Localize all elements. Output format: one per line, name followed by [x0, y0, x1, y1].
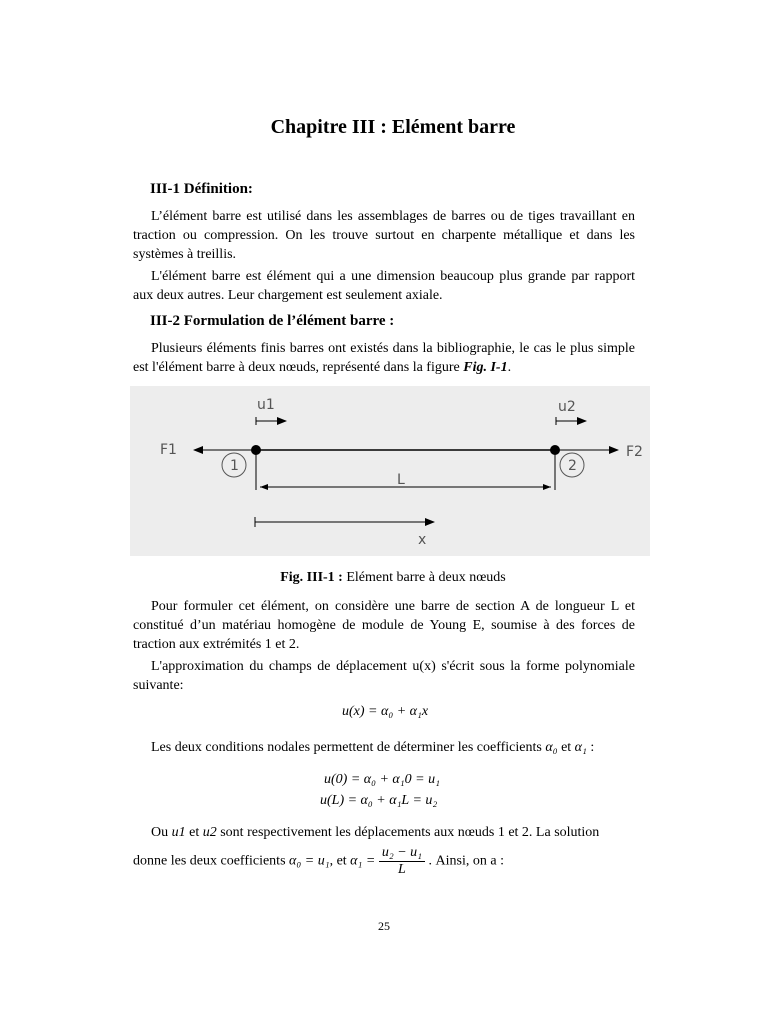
u1-label: u1 [257, 397, 275, 413]
alpha1-fraction [379, 845, 425, 878]
alpha1-solution-lhs: α₁ = [350, 853, 376, 869]
section-title-definition: III-1 Définition: [150, 181, 253, 197]
figure-caption [0, 570, 768, 586]
x-axis-label: x [418, 532, 427, 548]
node-1-label: 1 [230, 458, 239, 474]
u1-symbol: u1 [171, 825, 186, 840]
text-run: et [557, 740, 575, 755]
text-run: , et [329, 853, 351, 869]
equation-condition-node-1: u(0) = α₀ + α₁0 = u₁ [324, 772, 440, 787]
figure-reference: Fig. I-1 [463, 360, 508, 375]
fraction-denominator: L [398, 862, 406, 877]
paragraph-formulation-1 [133, 339, 635, 377]
bar-element-figure [130, 386, 650, 556]
f1-label: F1 [160, 442, 177, 458]
length-arrow-right [543, 484, 551, 490]
text-run: : [586, 740, 595, 755]
bar-element-diagram [130, 386, 650, 556]
node-2-label: 2 [568, 458, 577, 474]
figure-caption-label: Fig. III-1 : [280, 570, 343, 585]
fraction-numerator: u₂ − u₁ [379, 845, 425, 862]
alpha0-symbol: α₀ [545, 740, 558, 755]
f2-label: F2 [626, 444, 643, 460]
text-run: Les deux conditions nodales permettent de déterminer les coefficients [151, 740, 546, 755]
equation-condition-node-2: u(L) = α₀ + α₁L = u₂ [320, 793, 438, 808]
u2-label: u2 [558, 399, 576, 415]
paragraph-definition-1: L’élément barre est utilisé dans les assemblages de barres ou de tiges travaillant en traction ou compression. On les trouve surtout en charpente métallique et dans les systèmes à treillis. [133, 209, 635, 262]
paragraph-definition-2: L'élément barre est élément qui a une dimension beaucoup plus grande par rapport aux deux autres. Leur chargement est seulement axiale. [133, 269, 635, 303]
figure-caption-text: Elément barre à deux nœuds [342, 570, 506, 585]
text-run: sont respectivement les déplacements aux nœuds 1 et 2. La solution [216, 825, 600, 840]
alpha1-symbol: α₁ [574, 740, 587, 755]
length-label: L [397, 472, 405, 488]
u2-symbol: u2 [202, 825, 217, 840]
text-run: et [185, 825, 203, 840]
section-title-formulation: III-2 Formulation de l’élément barre : [150, 313, 395, 329]
page-number: 25 [378, 919, 390, 933]
paragraph-nodal-conditions [133, 738, 635, 757]
text-run: Ou [151, 825, 172, 840]
length-arrow-left [260, 484, 268, 490]
paragraph-approximation: L'approximation du champs de déplacement u(x) s'écrit sous la forme polynomiale suivante: [133, 659, 635, 693]
text-run: Plusieurs éléments finis barres ont existés dans la bibliographie, le cas le plus simple est l'élément barre à deux nœuds, représenté dans la figure [133, 341, 635, 375]
chapter-title: Chapitre III : Elément barre [270, 116, 516, 138]
paragraph-section-bar: Pour formuler cet élément, on considère une barre de section A de longueur L et constitué d’un matériau homogène de module de Young E, soumise à des forces de traction aux extrémités 1 et 2. [133, 599, 635, 652]
text-run: . Ainsi, on a : [428, 853, 504, 869]
paragraph-nodal-displacements [133, 823, 635, 842]
text-run: . [507, 360, 512, 375]
alpha0-solution: α₀ = u₁ [289, 853, 330, 869]
paragraph-coefficients [133, 845, 653, 878]
equation-displacement-field: u(x) = α₀ + α₁x [342, 704, 429, 719]
text-run: donne les deux coefficients [133, 853, 290, 869]
